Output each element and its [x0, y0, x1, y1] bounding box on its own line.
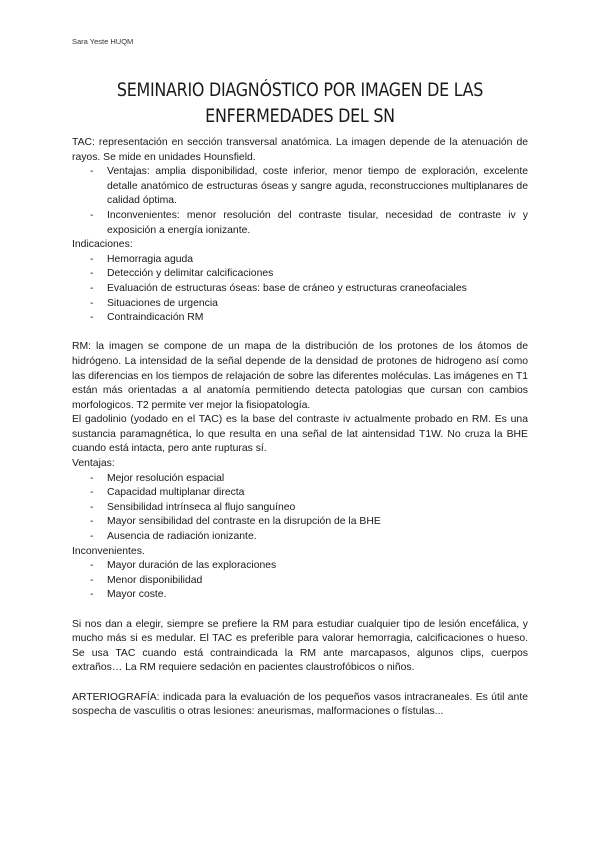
rm-advantages-list [72, 472, 528, 545]
choice-paragraph: Si nos dan a elegir, siempre se prefiere la RM para estudiar cualquier tipo de lesión encefálica, y mucho más si es medular. El TAC es preferible para valorar hemorragia, calcificaciones o hueso. Se usa TAC cuando está contraindicada la RM ante marcapasos, algunos clips, cuerpos extraños… La RM requiere sedación en pacientes claustrofóbicos o niños. [72, 618, 528, 674]
arteriografia-paragraph: ARTERIOGRAFÍA: indicada para la evaluación de los pequeños vasos intracraneales. Es útil ante sospecha de vasculitis o otras lesiones: aneurismas, malformaciones o fístulas... [72, 691, 528, 718]
tac-indications-list [72, 253, 528, 326]
rm-disadvantages-list [72, 559, 528, 603]
list-item: - Contraindicación RM [72, 311, 528, 326]
list-item: - Ausencia de radiación ionizante. [72, 530, 528, 545]
list-item: - Capacidad multiplanar directa [72, 486, 528, 501]
spacer [72, 603, 528, 618]
title-line-2: ENFERMEDADES DEL SN [205, 106, 395, 127]
author-header: Sara Yeste HUQM [72, 37, 134, 46]
list-item: - Sensibilidad intrínseca al flujo sanguíneo [72, 501, 528, 516]
rm-disadvantages-label: Inconvenientes. [72, 545, 145, 557]
spacer [72, 676, 528, 691]
list-item: - Detección y delimitar calcificaciones [72, 267, 528, 282]
tac-indications-label: Indicaciones: [72, 239, 133, 251]
list-item: - Situaciones de urgencia [72, 297, 528, 312]
list-item: - Mejor resolución espacial [72, 472, 528, 487]
list-item: - Mayor duración de las exploraciones [72, 559, 528, 574]
rm-intro: RM: la imagen se compone de un mapa de la distribución de los protones de los átomos de hidrógeno. La intensidad de la señal depende de la densidad de protones de hidrogeno así como las diferencias en los tiempos de relajación de sobre las diferentes moléculas. Las imágenes en T1 están más orientadas a al anatomía permitiendo detecta patologias que cursan con cambios morfologicos. T2 permite ver mejor la fisiopatología. [72, 341, 528, 411]
document-body [72, 136, 528, 720]
tac-disadvantages: - Inconvenientes: menor resolución del contraste tisular, necesidad de contraste iv y exposición a energía ionizante. [72, 209, 528, 238]
list-item: - Mayor sensibilidad del contraste en la disrupción de la BHE [72, 515, 528, 530]
title-line-1: SEMINARIO DIAGNÓSTICO POR IMAGEN DE LAS [116, 80, 484, 101]
list-item: - Evaluación de estructuras óseas: base de cráneo y estructuras craneofaciales [72, 282, 528, 297]
spacer [72, 326, 528, 341]
tac-pros-cons-list [72, 165, 528, 238]
tac-advantages: - Ventajas: amplia disponibilidad, coste inferior, menor tiempo de exploración, excelente detalle anatómico de estructuras óseas y sangre aguda, reconstrucciones multiplanares de calidad óptima. [72, 165, 528, 209]
rm-gadolinio: El gadolinio (yodado en el TAC) es la base del contraste iv actualmente probado en RM. Es una sustancia paramagnética, lo que resulta en una señal de lat aintensidad T1W. No cruza la BHE cuando está intacta, pero ante rupturas sí. [72, 414, 528, 455]
list-item: - Menor disponibilidad [72, 574, 528, 589]
rm-advantages-label: Ventajas: [72, 458, 115, 470]
list-item: - Hemorragia aguda [72, 253, 528, 268]
tac-intro: TAC: representación en sección transversal anatómica. La imagen depende de la atenuación de rayos. Se mide en unidades Hounsfield. [72, 137, 528, 163]
page-title [104, 78, 496, 130]
list-item: - Mayor coste. [72, 588, 528, 603]
